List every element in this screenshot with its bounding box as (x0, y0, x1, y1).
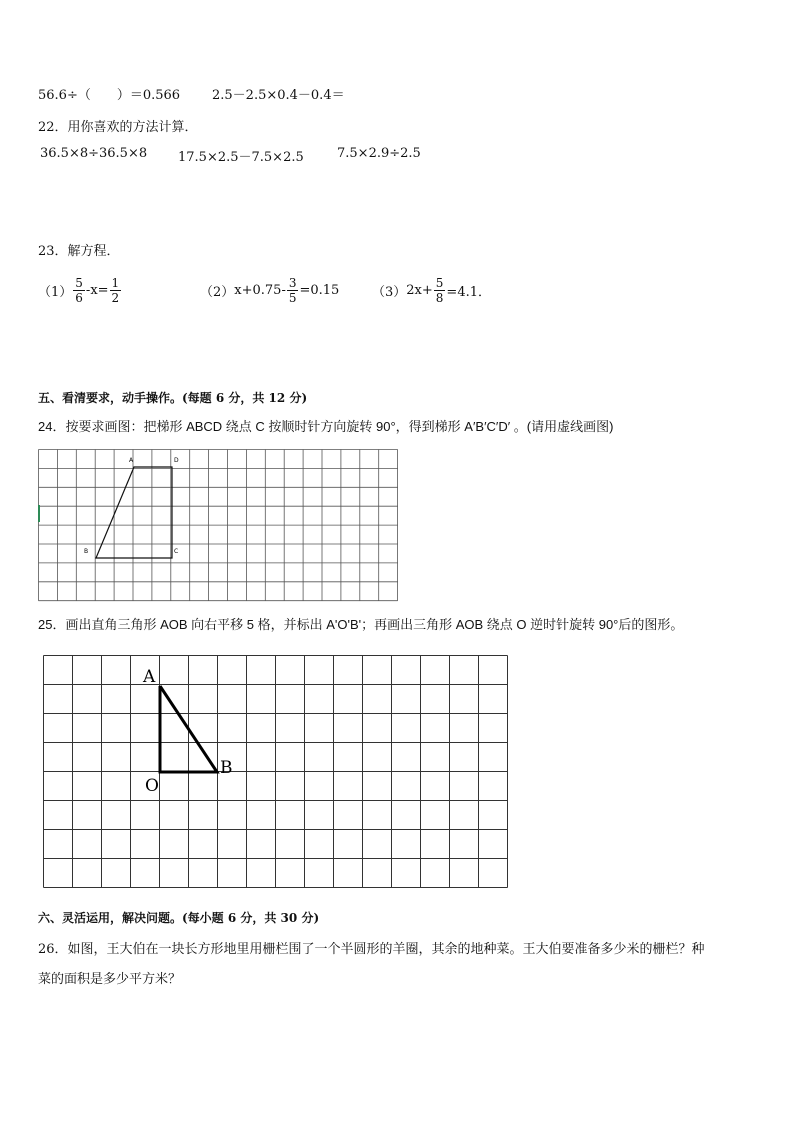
q22-expression-3: 7.5×2.9÷2.5 (337, 146, 421, 161)
q26-prompt-line-2: 菜的面积是多少平方米？ (38, 972, 182, 987)
q23-title: 23．解方程． (38, 244, 120, 259)
q24-margin-marker (38, 505, 40, 522)
q23-equation-1 (38, 276, 122, 305)
eq1-fraction-left (73, 276, 85, 305)
eq1-label: （1） (38, 285, 73, 300)
section-6-heading: 六、灵活运用，解决问题。(每小题 6 分，共 30 分) (38, 911, 320, 925)
eq1-f2-numerator: 1 (111, 276, 120, 290)
eq3-post: =4.1． (446, 285, 491, 300)
q25-prompt: 25．画出直角三角形 AOB 向右平移 5 格，并标出 A'O'B'；再画出三角形 AOB 绕点 O 逆时针旋转 90°后的图形。 (38, 617, 684, 632)
q24-grid-figure (38, 449, 400, 597)
q23-equation-3 (372, 276, 491, 305)
q24-label-a: A (129, 457, 134, 464)
eq3-pre: 2x+ (406, 283, 433, 298)
q25-grid-figure (43, 655, 513, 891)
eq2-numerator: 3 (288, 276, 297, 290)
eq2-denominator: 5 (288, 291, 297, 305)
eq2-label: （2） (200, 285, 235, 300)
eq1-f2-denominator: 2 (111, 291, 120, 305)
q26-prompt-line-1: 26．如图，王大伯在一块长方形地里用栅栏围了一个半圆形的羊圈，其余的地种菜。王大伯要准备多少米的栅栏？种 (38, 942, 705, 957)
eq3-fraction (434, 276, 446, 305)
q24-label-b: B (84, 548, 89, 555)
eq2-pre: x+0.75- (234, 283, 286, 298)
q21-expression-1: 56.6÷（ ）＝0.566 (38, 88, 181, 103)
q25-label-o: O (145, 776, 159, 796)
q24-prompt: 24．按要求画图：把梯形 ABCD 绕点 C 按顺时针方向旋转 90°，得到梯形 A′B′C′D′ 。(请用虚线画图) (38, 419, 614, 434)
q23-equation-2 (200, 276, 339, 305)
q25-label-b: B (220, 758, 233, 778)
q25-label-a: A (143, 667, 156, 687)
eq1-f1-numerator: 5 (75, 276, 83, 290)
q22-expression-1: 36.5×8÷36.5×8 (40, 146, 148, 161)
q22-expression-2: 17.5×2.5－7.5×2.5 (178, 150, 304, 165)
eq2-post: =0.15 (299, 283, 340, 298)
q22-title: 22．用你喜欢的方法计算． (38, 120, 198, 135)
q24-grid (39, 450, 398, 601)
eq1-f1-denominator: 6 (75, 291, 83, 305)
eq1-fraction-right (110, 276, 122, 305)
eq3-denominator: 8 (435, 291, 444, 305)
q25-grid (44, 656, 508, 888)
eq3-numerator: 5 (435, 276, 444, 290)
q24-label-d: D (174, 457, 179, 464)
q21-expression-2: 2.5－2.5×0.4－0.4＝ (212, 88, 345, 103)
eq3-label: （3） (372, 285, 407, 300)
eq2-fraction (287, 276, 299, 305)
q24-label-c: C (174, 548, 179, 555)
eq1-middle: -x= (85, 283, 109, 298)
section-5-heading: 五、看清要求，动手操作。(每题 6 分，共 12 分) (38, 391, 308, 405)
